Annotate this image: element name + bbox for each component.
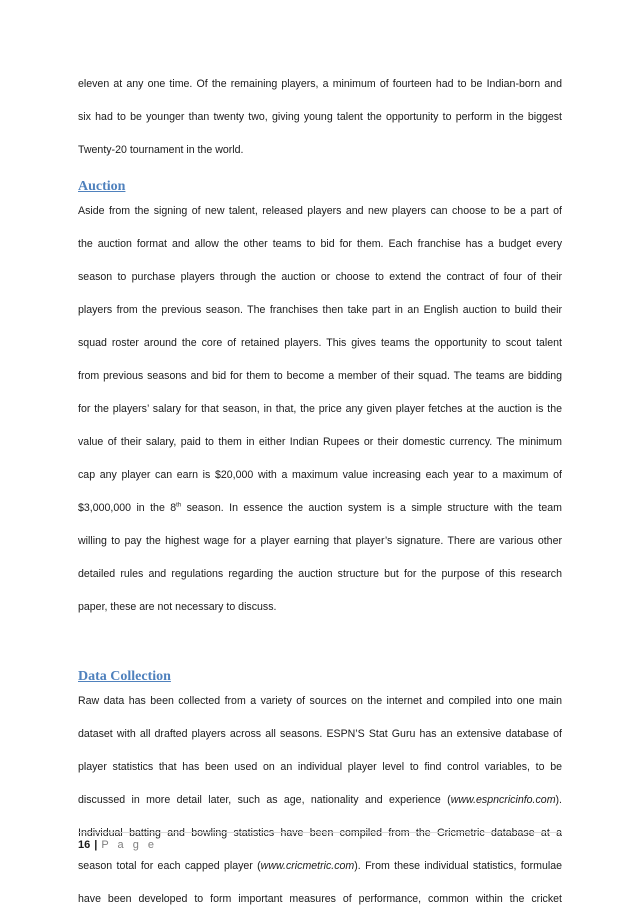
url-reference: www.espncricinfo.com — [450, 794, 556, 806]
page-footer — [78, 838, 157, 852]
body-text-line: the auction format and allow the other teams to bid for them. Each franchise has a budget every — [78, 238, 562, 250]
body-text-line: players from the previous season. The franchises then take part in an English auction to build their — [78, 304, 562, 316]
body-text-line — [78, 850, 562, 883]
superscript-ordinal: th — [176, 502, 182, 509]
footer-separator: | — [94, 839, 98, 851]
text-run: ). From these individual statistics, formulae — [354, 860, 562, 872]
body-text-line: Individual batting and bowling statistics have been compiled from the Cricmetric database at a — [78, 827, 562, 839]
body-text-line: detailed rules and regulations regarding the auction structure but for the purpose of this research — [78, 568, 562, 580]
page-body — [78, 68, 562, 916]
body-text-line: from previous seasons and bid for them to become a member of their squad. The teams are bidding — [78, 370, 562, 382]
url-reference: www.cricmetric.com — [260, 860, 355, 872]
text-run: season. In essence the auction system is a simple structure with the team — [181, 502, 562, 514]
body-text-line: have been developed to form important measures of performance, common within the cricket — [78, 893, 562, 905]
body-text-line: squad roster around the core of retained players. This gives teams the opportunity to scout talent — [78, 337, 562, 349]
page-label: P a g e — [101, 839, 157, 851]
body-text-line — [78, 492, 562, 525]
footer-divider — [78, 832, 562, 833]
body-text-line: dataset with all drafted players across all seasons. ESPN’S Stat Guru has an extensive database of — [78, 728, 562, 740]
body-text-line — [78, 784, 562, 817]
body-text-line: six had to be younger than twenty two, giving young talent the opportunity to perform in the biggest — [78, 111, 562, 123]
body-text-line: eleven at any one time. Of the remaining players, a minimum of fourteen had to be Indian-born and — [78, 78, 562, 90]
body-text-line: paper, these are not necessary to discuss. — [78, 601, 277, 613]
body-text-line: willing to pay the highest wage for a player earning that player’s signature. There are various other — [78, 535, 562, 547]
text-run: discussed in more detail later, such as age, nationality and experience ( — [78, 794, 451, 806]
section-heading-auction: Auction — [78, 179, 126, 194]
section-heading-data-collection: Data Collection — [78, 669, 171, 684]
page-number: 16 — [78, 839, 91, 851]
body-text-line: season to purchase players through the auction or choose to extend the contract of four of their — [78, 271, 562, 283]
text-run: season total for each capped player ( — [78, 860, 261, 872]
body-text-line: Raw data has been collected from a variety of sources on the internet and compiled into one main — [78, 695, 562, 707]
body-text-line: value of their salary, paid to them in either Indian Rupees or their domestic currency. The minimum — [78, 436, 562, 448]
body-text-line: cap any player can earn is $20,000 with a maximum value increasing each year to a maximum of — [78, 469, 562, 481]
body-text-line: for the players’ salary for that season, in that, the price any given player fetches at the auction is the — [78, 403, 562, 415]
body-text-line: Aside from the signing of new talent, released players and new players can choose to be a part of — [78, 205, 562, 217]
body-text-line: Twenty-20 tournament in the world. — [78, 144, 244, 156]
text-run: ). — [555, 794, 562, 806]
text-run: $3,000,000 in the 8 — [78, 502, 177, 514]
body-text-line: player statistics that has been used on an individual player level to find control variables, to be — [78, 761, 562, 773]
